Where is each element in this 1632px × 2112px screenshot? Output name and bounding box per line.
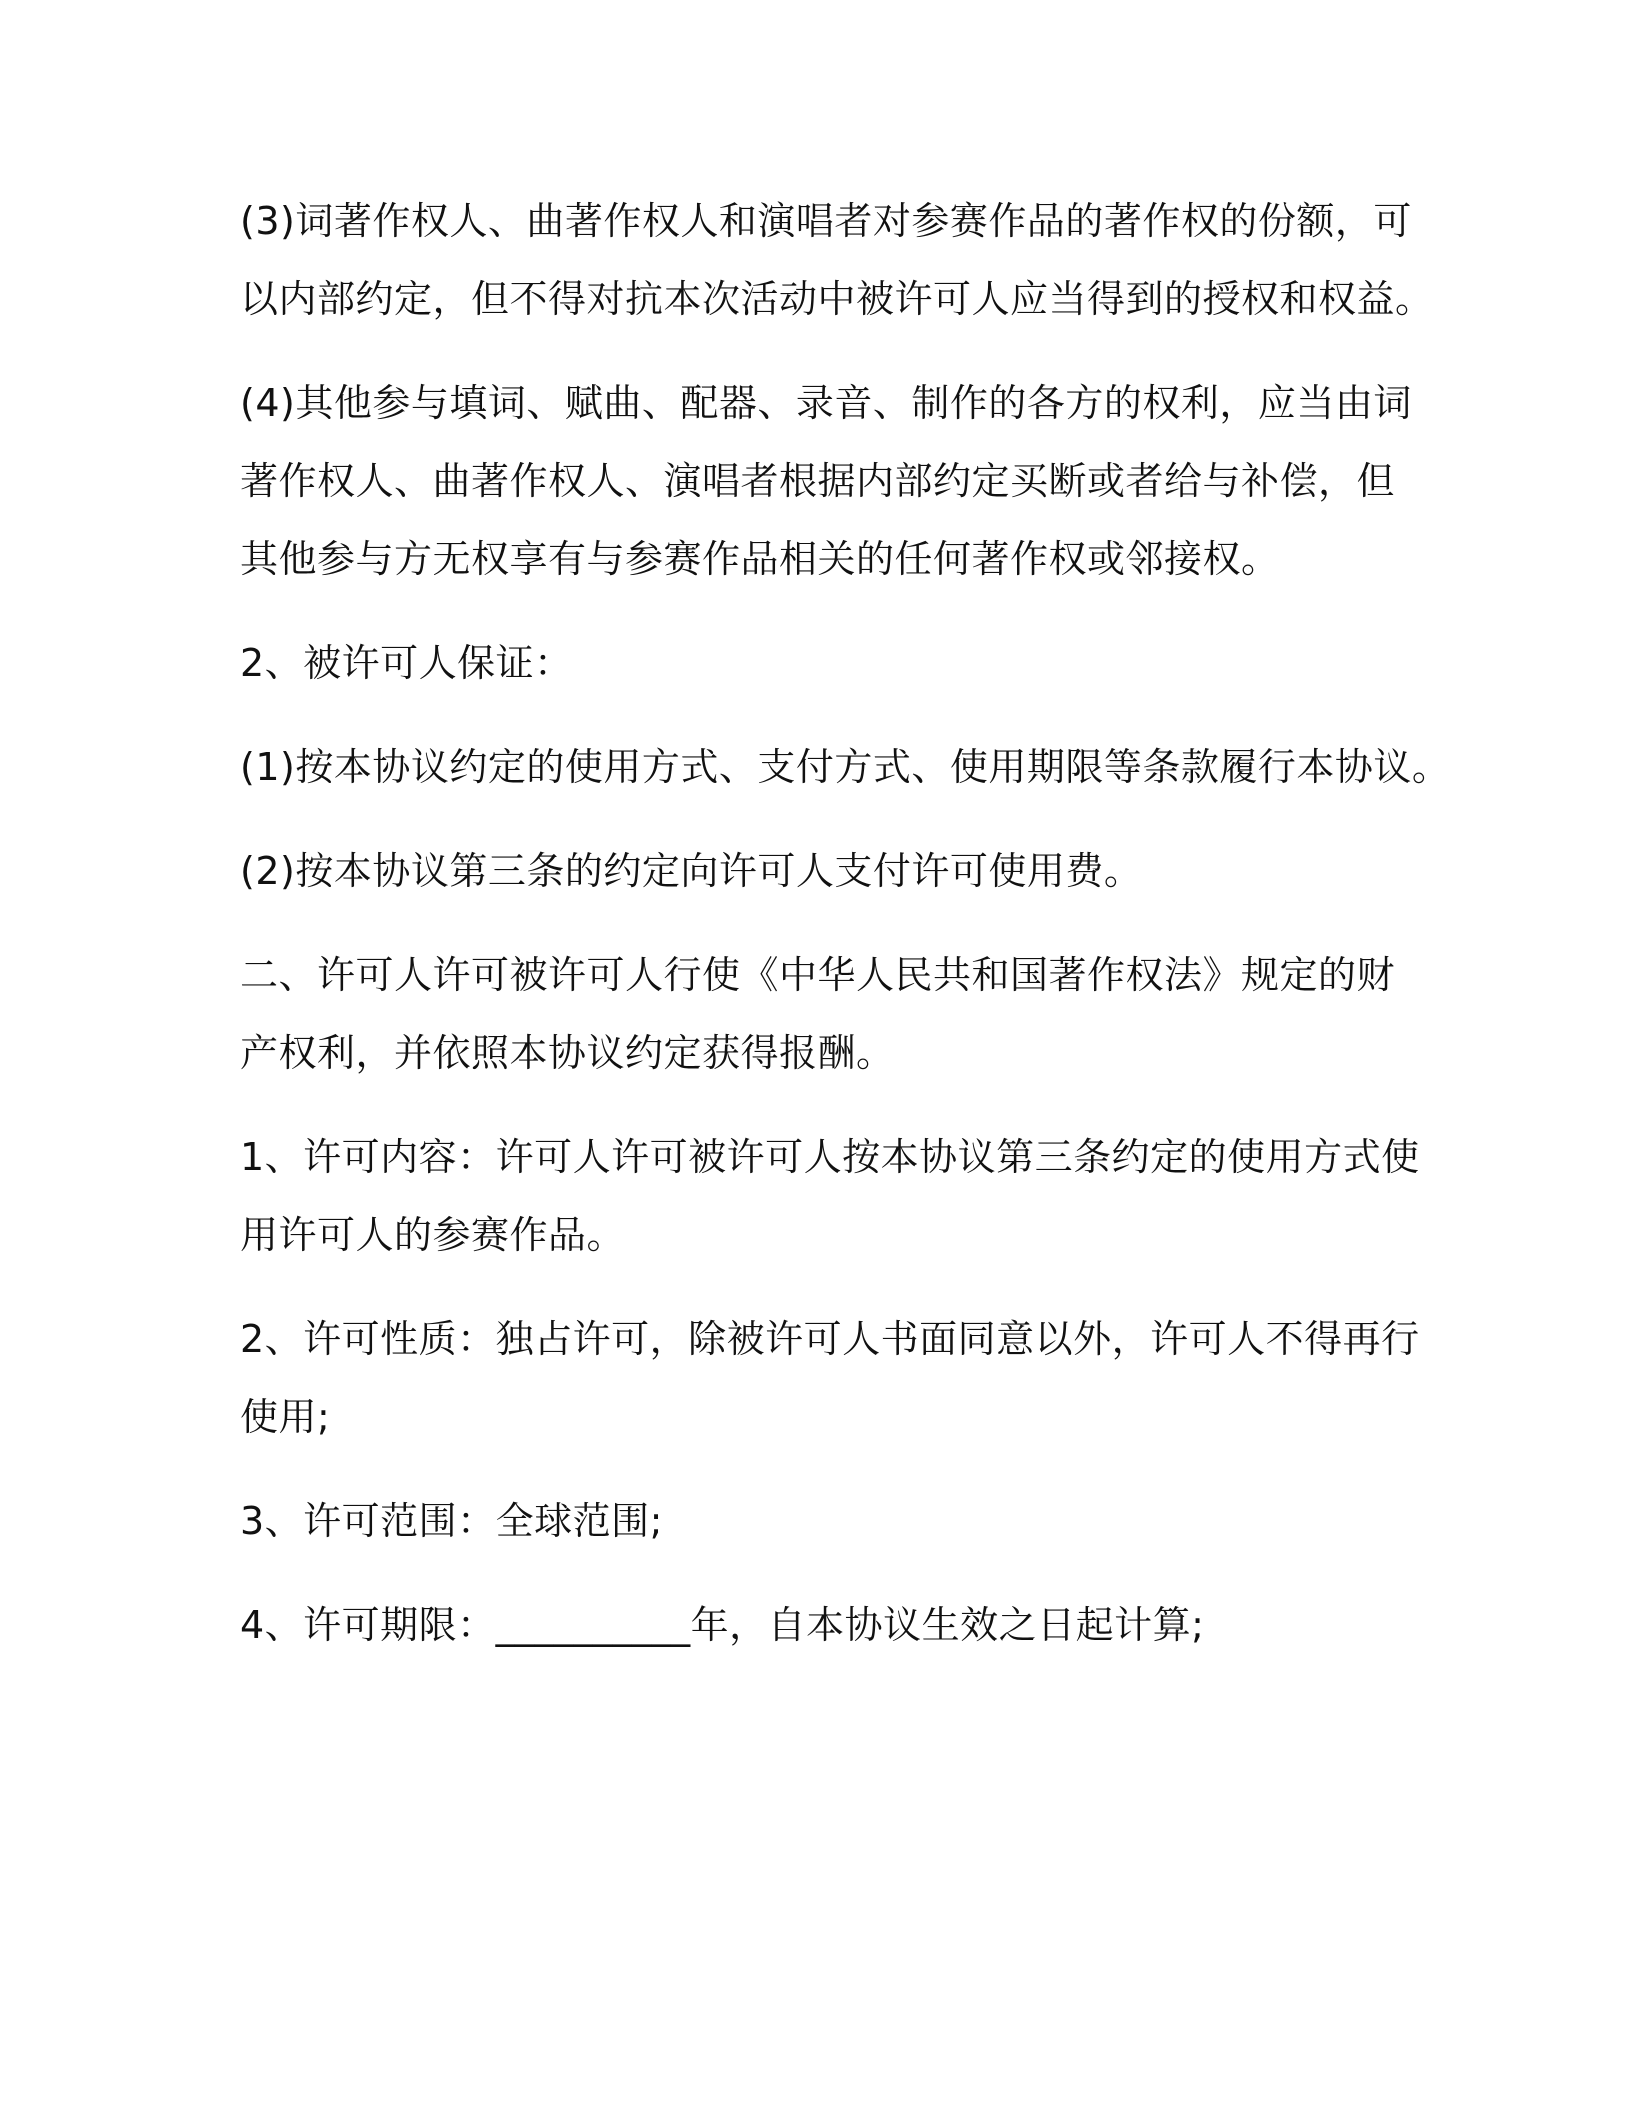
license-nature-paragraph: [240, 1300, 1420, 1456]
license-term-paragraph: [240, 1586, 1400, 1664]
license-scope-paragraph: [240, 1482, 1400, 1560]
paragraph-line: (1)按本协议约定的使用方式、支付方式、使用期限等条款履行本协议。: [240, 745, 1451, 789]
paragraph-line: 2、许可性质：独占许可，除被许可人书面同意以外，许可人不得再行: [240, 1317, 1420, 1361]
paragraph-item-3: [240, 182, 1434, 338]
paragraph-item-4: [240, 364, 1412, 598]
paragraph-line: 著作权人、曲著作权人、演唱者根据内部约定买断或者给与补偿，但: [240, 459, 1396, 503]
paragraph-line: 以内部约定，但不得对抗本次活动中被许可人应当得到的授权和权益。: [240, 277, 1434, 321]
paragraph-line: 用许可人的参赛作品。: [240, 1213, 626, 1257]
paragraph-line: 3、许可范围：全球范围;: [240, 1499, 663, 1543]
paragraph-line: 2、被许可人保证：: [240, 641, 573, 685]
licensee-guarantee-heading: [240, 624, 1400, 702]
licensee-guarantee-2: [240, 832, 1400, 910]
paragraph-line: 1、许可内容：许可人许可被许可人按本协议第三条约定的使用方式使: [240, 1135, 1420, 1179]
license-content-paragraph: [240, 1118, 1420, 1274]
paragraph-line: 4、许可期限：__________年，自本协议生效之日起计算;: [240, 1603, 1205, 1647]
paragraph-line: (2)按本协议第三条的约定向许可人支付许可使用费。: [240, 849, 1143, 893]
paragraph-line: (3)词著作权人、曲著作权人和演唱者对参赛作品的著作权的份额，可: [240, 199, 1412, 243]
paragraph-line: 使用;: [240, 1395, 331, 1439]
licensee-guarantee-1: [240, 728, 1451, 806]
paragraph-line: 产权利，并依照本协议约定获得报酬。: [240, 1031, 895, 1075]
document-body: [240, 182, 1451, 1664]
section-two-paragraph: [240, 936, 1400, 1092]
paragraph-line: 二、许可人许可被许可人行使《中华人民共和国著作权法》规定的财: [240, 953, 1396, 997]
paragraph-line: 其他参与方无权享有与参赛作品相关的任何著作权或邻接权。: [240, 537, 1280, 581]
paragraph-line: (4)其他参与填词、赋曲、配器、录音、制作的各方的权利，应当由词: [240, 381, 1412, 425]
